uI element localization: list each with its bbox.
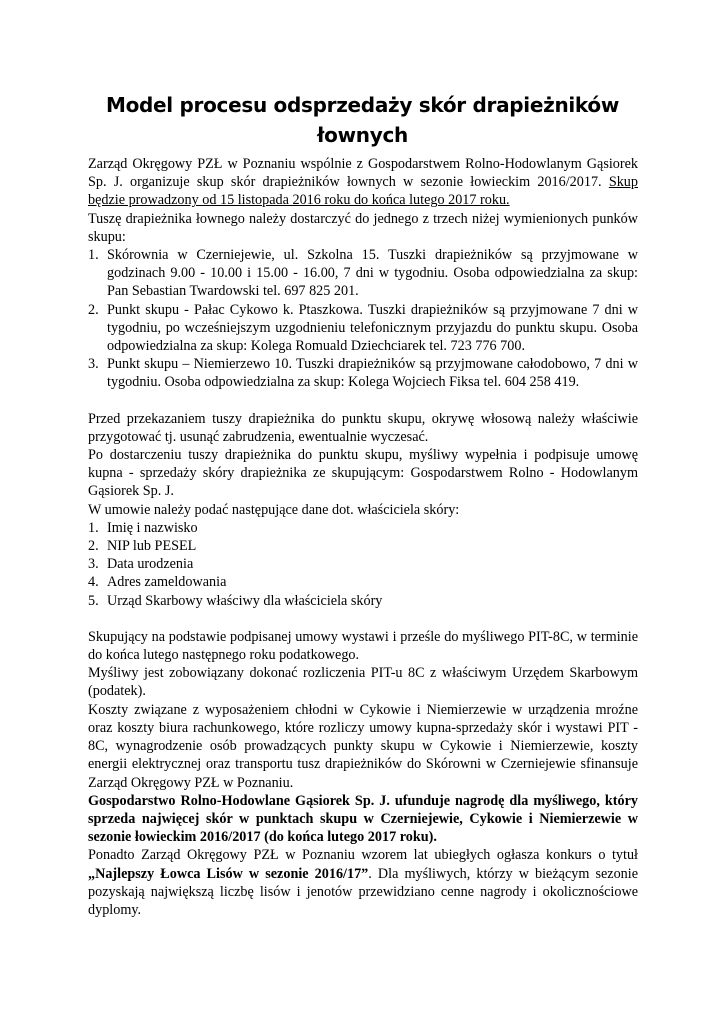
list-number: 3. (88, 356, 99, 373)
list-number: 1. (88, 247, 99, 264)
data-item (88, 573, 638, 591)
list-item-text: Data urodzenia (107, 556, 194, 573)
collection-point (88, 355, 638, 391)
contest-text-end: . Dla myśliwych, którzy w bieżącym sezonie pozyskają największą liczbę lisów i jenotów przewidziano cenne nagrody i okolicznościowe dyplomy. (88, 865, 638, 918)
list-item-text: Imię i nazwisko (107, 519, 198, 536)
settlement-paragraph: Myśliwy jest zobowiązany dokonać rozliczenia PIT-u 8C z właściwym Urzędem Skarbowym (podatek). (88, 665, 638, 700)
contract-data-list (88, 519, 638, 610)
data-item (88, 519, 638, 537)
list-number: 1. (88, 519, 99, 536)
spacer (88, 392, 638, 410)
costs-paragraph: Koszty związane z wyposażeniem chłodni w Cykowie i Niemierzewie w urządzenia mroźne oraz koszty biura rachunkowego, które rozliczy umowy kupna-sprzedaży skór i wystawi PIT - 8C, wynagrodzenie osób prowadzących punkty skupu w Cykowie i Niemierzewie, koszty energii elektrycznej oraz transportu tusz drapieżników do Skórowni w Czerniejewie sfinansuje Zarząd Okręgowy PZŁ w Poznaniu. (88, 701, 638, 791)
contest-text: Ponadto Zarząd Okręgowy PZŁ w Poznaniu wzorem lat ubiegłych ogłasza konkurs o tytuł (88, 847, 638, 864)
contest-paragraph (88, 846, 638, 919)
data-intro: W umowie należy podać następujące dane dot. właściciela skóry: (88, 501, 460, 518)
delivery-intro: Tuszę drapieżnika łownego należy dostarczyć do jednego z trzech niżej wymienionych punków skupu: (88, 210, 638, 245)
intro-paragraph (88, 155, 638, 210)
list-number: 5. (88, 592, 99, 609)
list-item-text: NIP lub PESEL (107, 538, 197, 555)
list-item-text: Adres zameldowania (107, 574, 227, 591)
list-item-text: Punkt skupu – Niemierzewo 10. Tuszki drapieżników są przyjmowane całodobowo, 7 dni w tygodniu. Osoba odpowiedzialna za skup: Kolega Wojciech Fiksa tel. 604 258 419. (107, 356, 638, 391)
prize-paragraph: Gospodarstwo Rolno-Hodowlane Gąsiorek Sp. J. ufunduje nagrodę dla myśliwego, który sprzeda najwięcej skór w punktach skupu w Czerniejewie, Cykowie i Niemierzewie w sezonie łowieckim 2016/2017 (do końca lutego 2017 roku). (88, 792, 638, 846)
collection-point (88, 301, 638, 356)
spacer (88, 610, 638, 628)
data-item (88, 592, 638, 610)
data-item (88, 555, 638, 573)
list-number: 4. (88, 574, 99, 591)
document-body (88, 155, 638, 919)
list-item-text: Skórownia w Czerniejewie, ul. Szkolna 15. Tuszki drapieżników są przyjmowane w godzinach 9.00 - 10.00 i 15.00 - 16.00, 7 dni w tygodniu. Osoba odpowiedzialna za skup: Pan Sebastian Twardowski tel. 697 825 201. (107, 247, 638, 300)
list-item-text: Punkt skupu - Pałac Cykowo k. Ptaszkowa. Tuszki drapieżników są przyjmowane 7 dni w tygodniu, po wcześniejszym uzgodnieniu telefonicznym przyjazdu do punktu skupu. Osoba odpowiedzialna za skup: Kolega Romuald Dziechciarek tel. 723 776 700. (107, 301, 638, 355)
list-number: 3. (88, 556, 99, 573)
contest-title: „Najlepszy Łowca Lisów w sezonie 2016/17” (88, 865, 369, 882)
pit-paragraph: Skupujący na podstawie podpisanej umowy wystawi i prześle do myśliwego PIT-8C, w terminie do końca lutego następnego roku podatkowego. (88, 628, 638, 664)
list-number: 2. (88, 301, 99, 318)
data-item (88, 537, 638, 555)
intro-underlined-text: Skup będzie prowadzony od 15 listopada 2016 roku do końca lutego 2017 roku. (88, 174, 638, 209)
collection-points-list (88, 246, 638, 392)
intro-text: Zarząd Okręgowy PZŁ w Poznaniu wspólnie z Gospodarstwem Rolno-Hodowlanym Gąsiorek Sp. J. organizuje skup skór drapieżników łownych w sezonie łowieckim 2016/2017. (88, 156, 638, 191)
contract-paragraph: Po dostarczeniu tuszy drapieżnika do punktu skupu, myśliwy wypełnia i podpisuje umowę kupna - sprzedaży skóry drapieżnika ze skupującym: Gospodarstwem Rolno - Hodowlanym Gąsiorek Sp. J. (88, 447, 638, 500)
list-number: 2. (88, 538, 99, 555)
preparation-paragraph: Przed przekazaniem tuszy drapieżnika do punktu skupu, okrywę włosową należy właściwie przygotować tj. usunąć zabrudzenia, ewentualnie wyczesać. (88, 410, 638, 445)
collection-point (88, 246, 638, 301)
list-item-text: Urząd Skarbowy właściwy dla właściciela skóry (107, 592, 383, 609)
document-title: Model procesu odsprzedaży skór drapieżników łownych (105, 93, 620, 147)
